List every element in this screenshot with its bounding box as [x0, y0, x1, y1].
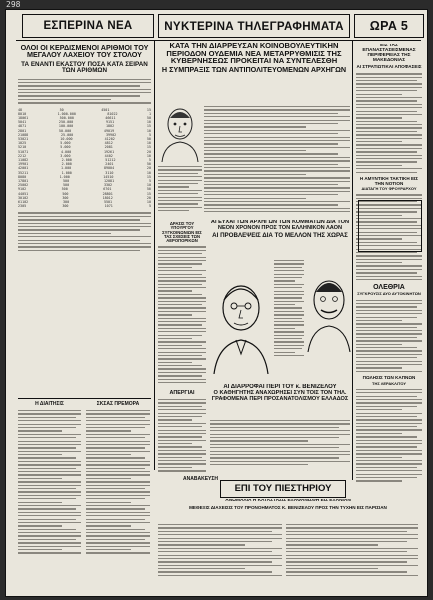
center-headline-2: Η ΣΥΜΠΡΑΞΙΣ ΤΩΝ ΑΝΤΙΠΟΛΙΤΕΥΟΜΕΝΩΝ ΑΡΧΗΓΩΝ [161, 65, 347, 75]
right-column [356, 44, 422, 484]
diaitisis-title: Η ΔΙΑΙΤΗΣΙΣ [35, 401, 64, 407]
table-cell: 500 [63, 183, 70, 188]
table-cell: 19261 [103, 149, 115, 154]
table-cell: 5 [148, 132, 151, 137]
table-cell: 15 [146, 145, 151, 150]
table-cell: 500.000 [59, 115, 74, 120]
signature-area [158, 476, 218, 496]
table-cell: 2.000 [61, 158, 72, 162]
table-cell: 30102 [18, 195, 29, 200]
table-cell: 5 [148, 179, 151, 184]
table-cell: 1.000.000 [57, 111, 76, 116]
table-cell: 50.000 [58, 128, 72, 133]
left-headline: ΟΛΟΙ ΟΙ ΚΕΡΔΙΣΜΕΝΟΙ ΑΡΙΘΜΟΙ ΤΟΥ ΜΕΓΑΛΟΥ ΛΑΧΕΙΟΥ ΤΟΥ ΣΤΟΛΟΥ [20, 44, 149, 60]
table-cell: 5 [148, 204, 151, 209]
table-cell: 300 [62, 204, 69, 209]
peristeri-box [220, 480, 346, 498]
table-cell: 10.000 [60, 136, 73, 141]
signature: ΑΝΑΒΑΚΕΥΣΗ [183, 476, 218, 482]
table-cell: 6701 [103, 187, 112, 192]
table-cell: 53021 [18, 136, 29, 141]
peristeri-subhead-2: ΜΕΘΕΞΙΣ ΔΙΑΧΕΙΣΙΣ ΤΟΥ ΠΡΟΝΟΗΜΑΤΟΣ Κ. ΒΕΝΙΖΕΛΟΥ ΠΡΟΣ ΤΗΝ ΤΥΧΗΝ ΕΙΣ ΠΑΡΙΣΙΑΝ [189, 504, 387, 510]
masthead-center-title: ΝΥΚΤΕΡΙΝΑ ΤΗΛΕΓΡΑΦΗΜΑΤΑ [164, 19, 344, 33]
left-lower-rule [18, 398, 151, 399]
table-cell: 48 [18, 107, 23, 112]
table-cell: 25002 [18, 183, 29, 188]
column-rule [352, 40, 353, 480]
center-body-text [204, 106, 350, 216]
skasas-title: ΣΚΣΑΣ ΠΡΕΜΟΡΑ [96, 401, 140, 407]
skasas-text [86, 410, 150, 554]
table-cell: 51212 [105, 158, 116, 162]
portrait-kafantaris-icon [306, 272, 352, 352]
table-cell: 5210 [18, 145, 27, 150]
table-cell: 2401 [105, 162, 114, 167]
table-cell: 28801 [102, 191, 113, 196]
table-cell: 50 [146, 136, 151, 141]
table-cell: 4812 [104, 141, 113, 146]
table-cell: 9102 [18, 187, 27, 192]
peristeri-subhead: ΑΝΩΜΑΛΙΑ Η ΚΑΤΑΣΤΑΣΙΣ ΕΞΑΦΑΝΙΣΘΗ ΕΙΣ ΕΞΑΝΙΑΝ [225, 499, 351, 503]
table-cell: 18061 [18, 115, 29, 120]
table-cell: 5501 [103, 200, 113, 205]
table-cell: 49019 [103, 128, 115, 133]
right-lower-title: ΠΩΛΗΣΙΣ ΤΩΝ ΚΑΠΝΩΝ [362, 375, 416, 381]
table-cell: 51071 [18, 149, 29, 154]
peristeri-text-b [286, 524, 418, 590]
table-cell: 4871 [18, 124, 27, 129]
table-cell: 19901 [18, 162, 29, 167]
left-lower-b [86, 401, 150, 587]
table-cell: 2081 [104, 145, 113, 150]
strikes-story [158, 390, 206, 480]
portrait-small-icon [158, 102, 202, 162]
table-cell: 10 [146, 153, 151, 158]
right-subhead: ΑΙ ΣΤΡΑΤΙΩΤΙΚΑΙ ΑΠΟΦΑΣΕΙΣ [356, 63, 422, 69]
table-cell: 300 [63, 200, 70, 205]
table-cell: 4402 [104, 153, 113, 158]
table-cell: 15 [146, 124, 151, 129]
table-cell: 9151 [105, 120, 115, 125]
right-framed-box [358, 200, 422, 252]
table-cell: 1802 [105, 124, 115, 129]
table-cell: 1.000 [61, 170, 72, 175]
peristeri-title: ΕΠΙ ΤΟΥ ΠΙΕΣΤΗΡΙΟΥ [234, 483, 332, 495]
table-cell: 89004 [103, 166, 115, 171]
table-cell: 2212 [18, 153, 27, 158]
peristeri-heads [158, 499, 418, 523]
center-headline: ΚΑΤΑ ΤΗΝ ΔΙΑΡΡΕΥΣΑΝ ΚΟΙΝΟΒΟΥΛΕΥΤΙΚΗΝ ΠΕΡΙΟΔΟΝ ΟΥΔΕΜΙΑ ΝΕΑ ΜΕΤΑΡΡΥΘΜΙΣΙΣ ΤΗΣ ΚΥΒΕΡΝΗΣΕΩΣ ΠΡΟΚΕΙΤΑΙ ΝΑ ΣΥΝΤΕΛΕΣΘΗ [166, 42, 342, 66]
left-subhead: ΤΑ ΕΝΑΝΤΙ ΕΚΑΣΤΟΥ ΠΟΣΑ ΚΑΤΑ ΣΕΙΡΑΝ ΤΩΝ ΑΡΙΘΜΩΝ [21, 60, 148, 75]
table-cell: 15 [146, 191, 151, 196]
left-dense-table [18, 212, 151, 251]
table-cell: 20 [146, 166, 151, 171]
table-cell: 4.000 [60, 149, 72, 154]
masthead-left-title: ΕΣΠΕΡΙΝΑ ΝΕΑ [43, 20, 133, 32]
right-mid-subtitle: ΣΥΓΚΡΟΥΣΙΣ ΔΥΟ ΑΥΤΟΚΙΝΗΤΩΝ [357, 291, 421, 297]
masthead-left [22, 14, 154, 38]
table-cell: 1 [148, 111, 151, 116]
venizelos-text [210, 420, 350, 476]
table-cell: 2305 [18, 204, 27, 209]
aviation-title: ΔΡΑΣΙΣ ΤΟΥ ΥΠΟΥΡΓΟΥ ΣΥΓΚΟΙΝΩΝΙΩΝ ΕΙΣ ΤΑΣ ΣΧΕΣΕΙΣ ΤΩΝ ΑΕΡΟΠΟΡΙΚΩΝ [162, 222, 202, 244]
table-cell: 1071 [104, 204, 113, 209]
table-cell: 1.000 [59, 174, 70, 179]
table-cell: 39902 [105, 132, 117, 137]
table-cell: 17801 [18, 179, 29, 184]
table-cell: 8010 [18, 111, 27, 116]
table-cell: 46611 [105, 115, 116, 120]
table-cell: 1025 [18, 141, 27, 146]
left-lower-a [18, 401, 81, 587]
table-cell: 50 [146, 162, 151, 167]
top-rule [16, 40, 421, 41]
table-cell: 5041 [18, 120, 27, 125]
newspaper-page [6, 10, 427, 596]
feature-head [210, 220, 350, 254]
table-cell: 1.000 [60, 166, 72, 171]
left-intro-text [18, 79, 151, 104]
table-cell: 50 [146, 115, 151, 120]
table-cell: 10 [146, 128, 151, 133]
table-cell: 15 [146, 174, 151, 179]
table-cell: 18012 [102, 195, 113, 200]
table-cell: 61102 [18, 200, 29, 205]
portrait-venizelos-icon [210, 274, 272, 374]
feature-mid-text [274, 260, 304, 380]
table-cell: 250.000 [58, 120, 74, 125]
masthead-right [354, 14, 424, 38]
table-cell: 10 [146, 170, 151, 175]
table-cell: 2801 [18, 128, 27, 133]
table-cell: 20 [146, 149, 151, 154]
table-cell: 500 [62, 191, 69, 196]
table-cell: 41202 [104, 136, 115, 141]
table-row [18, 204, 151, 208]
right-box-title: Η ΑΜΥΝΤΙΚΗ ΤΑΚΤΙΚΗ ΕΙΣ ΤΗΝ ΝΟΤΙΟΝ [359, 175, 419, 186]
masthead-center [158, 14, 350, 38]
table-cell: 300 [62, 195, 69, 200]
table-cell: 3.000 [60, 153, 71, 158]
table-cell: 5.000 [60, 145, 71, 150]
table-cell: 21088 [18, 132, 29, 137]
venizelos-head [210, 384, 350, 418]
table-cell: 2.000 [61, 162, 72, 167]
table-cell: 10 [146, 120, 151, 125]
right-box-subtitle: ΔΙΑΤΑΓΗ ΤΟΥ ΦΡΟΥΡΑΡΧΟΥ [361, 186, 417, 192]
table-cell: 11082 [18, 158, 29, 162]
table-cell: 12081 [103, 179, 115, 184]
table-cell: 10 [146, 200, 151, 205]
table-cell: 500 [61, 187, 68, 192]
table-cell: 20 [146, 195, 151, 200]
peristeri-text-a [158, 524, 282, 590]
table-cell: 4501 [101, 107, 110, 112]
table-cell: 5 [148, 158, 151, 162]
table-cell: 3110 [105, 170, 114, 175]
column-rule [154, 40, 155, 470]
table-cell: 5.000 [60, 141, 71, 146]
table-cell: 42001 [18, 166, 29, 171]
table-cell: 10 [146, 141, 151, 146]
table-cell: 14510 [103, 174, 114, 179]
right-lower-subtitle: ΤΗΣ ΛΕΡΑΚΛΙΤΟΥ [372, 380, 406, 386]
venizelos-headline: ΑΙ ΔΙΑΡΡΟΦΑΙ ΠΕΡΙ ΤΟΥ κ. ΒΕΝΙΖΕΛΟΥ [223, 384, 337, 390]
table-cell: 35211 [18, 170, 29, 175]
venizelos-subhead: Ο ΚΑΘΗΓΗΤΗΣ ΑΝΑΧΩΡΗΣΕΙ ΣΥΝ ΤΟΙΣ ΤΟΝ ΤΗΛ. ΓΡΑΦΟΜΕΝΑ ΠΕΡΙ ΠΡΟΣΑΝΑΤΟΛΙΣΜΟΥ ΕΛΛΑΔΟΣ [211, 390, 349, 402]
table-cell: 100.000 [58, 124, 74, 129]
table-cell: 500 [63, 179, 70, 184]
table-cell: 50 [59, 107, 64, 112]
right-mid-title: ΟΛΕΘΡΙΑ [373, 284, 405, 292]
diaitisis-text [18, 410, 81, 554]
feature-subhead: ΑΙ ΠΡΟΒΛΕΨΕΙΣ ΔΙΑ ΤΟ ΜΕΛΛΟΝ ΤΗΣ ΧΩΡΑΣ [212, 232, 348, 240]
masthead-right-title: ΩΡΑ 5 [369, 19, 409, 33]
center-left-text [158, 166, 202, 216]
lottery-table [18, 108, 151, 209]
table-cell: 8080 [18, 174, 27, 179]
strikes-title: ΑΠΕΡΓΙΑΙ [169, 390, 195, 396]
table-cell: 81022 [107, 111, 118, 116]
feature-headline: ΑΙ ΕΥΧΑΙ ΤΩΝ ΑΡΧΗΓΩΝ ΤΩΝ ΚΟΜΜΑΤΩΝ ΔΙΑ ΤΟΝ ΝΕΟΝ ΧΡΟΝΟΝ ΠΡΟΣ ΤΟΝ ΕΛΛΗΝΙΚΟΝ ΛΑΟΝ [210, 220, 350, 231]
right-headline: ΕΙΣ ΤΑΣ ΕΠΑΝΑΣΤΑΣΕΙΣΜΕΝΑΣ ΠΕΡΙΦΕΡΕΙΑΣ ΤΗΣ ΜΑΚΕΔΟΝΙΑΣ [362, 44, 416, 63]
table-cell: 44051 [18, 191, 29, 196]
table-cell: 50 [146, 187, 151, 192]
aviation-story [158, 222, 206, 388]
page-number: 298 [6, 0, 21, 9]
table-cell: 10 [146, 183, 151, 188]
table-cell: 3302 [103, 183, 113, 188]
table-cell: 25.000 [60, 132, 74, 137]
table-cell: 15 [146, 107, 151, 112]
